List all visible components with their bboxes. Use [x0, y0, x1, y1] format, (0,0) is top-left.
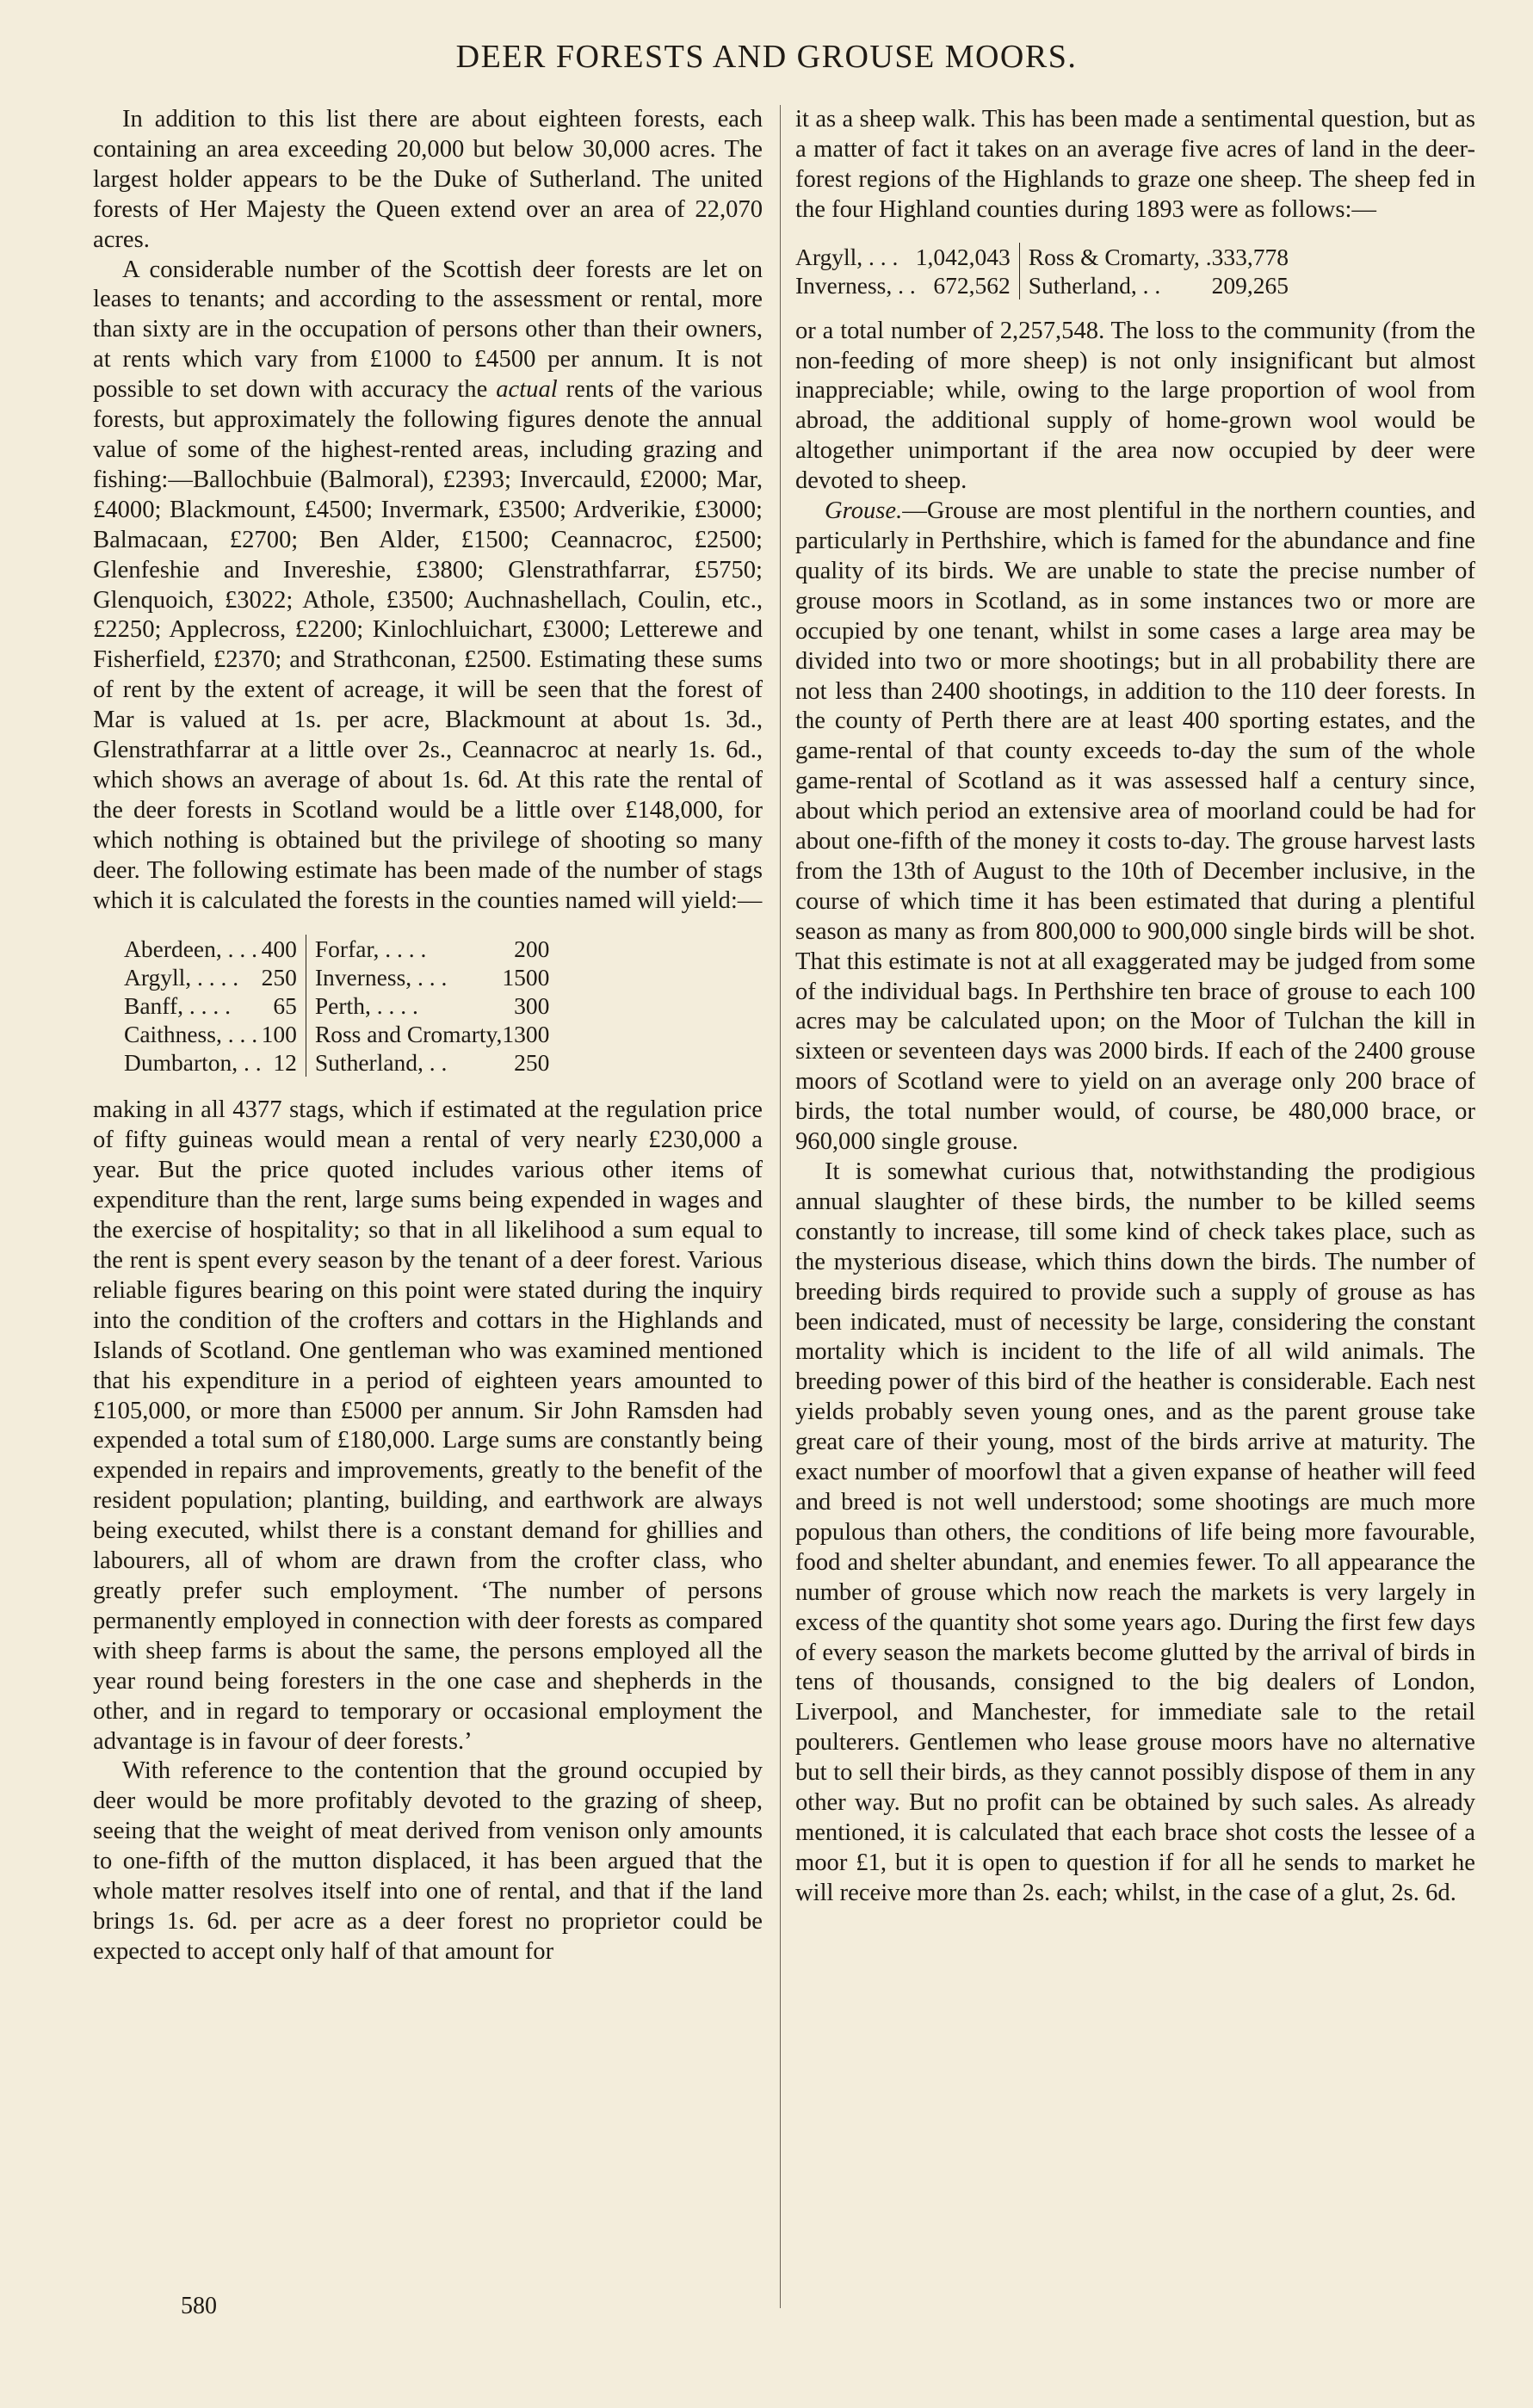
stags-table — [124, 935, 558, 1077]
county-name: Dumbarton, . . — [124, 1049, 262, 1077]
text-run: —Grouse are most plentiful in the northern counties, and particularly in Perthshire, which is famed for the abundance and fine quality of its birds. We are unable to state the precise number of grouse moors in Scotland, as in some instances two or more are occupied by one tenant, whilst in some cases a large area may be divided into two or more shootings; but in all probability there are not less than 2400 shootings, in addition to the 110 deer forests. In the county of Perth there are at least 400 sporting estates, and the game-rental of that county exceeds to-day the sum of the whole game-rental of Scotland as it was assessed half a century since, about which period an extensive area of moorland could be had for about one-fifth of the money it costs to-day. The grouse harvest lasts from the 13th of August to the 10th of December inclusive, in the course of which time it has been estimated that during a plentiful season as many as from 800,000 to 900,000 single birds will be shot. That this estimate is not at all exaggerated may be judged from some of the individual bags. In Perthshire ten brace of grouse to each 100 acres may be calculated upon; on the Moor of Tulchan the kill in sixteen or seventeen days was 2000 birds. If each of the 2400 grouse moors of Scotland were to yield on an average only 200 brace of birds, the total number would, of course, be 480,000 brace, or 960,000 single grouse. — [795, 497, 1475, 1156]
table-row — [795, 243, 1297, 271]
county-name: Inverness, . . — [795, 271, 916, 299]
stag-count: 300 — [514, 992, 550, 1020]
stag-count: 65 — [273, 992, 297, 1020]
county-name: Sutherland, . . — [1019, 271, 1211, 299]
county-name: Ross & Cromarty, . — [1019, 243, 1211, 271]
section-heading: Grouse. — [825, 497, 903, 525]
paragraph: it as a sheep walk. This has been made a sentimental question, but as a matter of fact it takes on an average five acres of land in the deer-forest regions of the Highlands to graze one sheep. The sheep fed in the four Highland counties during 1893 were as follows:— — [795, 106, 1475, 223]
table-row — [124, 1048, 558, 1077]
page-number: 580 — [181, 2293, 217, 2319]
county-name: Argyll, . . . . — [124, 964, 239, 991]
table-row — [124, 991, 558, 1020]
stag-count: 12 — [273, 1049, 297, 1077]
table-row — [124, 1020, 558, 1048]
text-run: rents of the various forests, but approximately the following figures denote the annual value of some of the highest-rented areas, including grazing and fishing:—Ballochbuie (Balmoral), £2393; Invercauld, £2000; Mar, £4000; Blackmount, £4500; Invermark, £3500; Ardverikie, £3000; Balmacaan, £2700; Ben Alder, £1500; Ceannacroc, £2500; Glenfeshie and Invereshie, £3800; Glenstrathfarrar, £5750; Glenquoich, £3022; Athole, £3500; Auchnashellach, Coulin, etc., £2250; Applecross, £2200; Kinlochluichart, £3000; Letterewe and Fisherfield, £2370; and Strathconan, £2500. Estimating these sums of rent by the extent of acreage, it will be seen that the forest of Mar is valued at 1s. per acre, Blackmount at about 1s. 3d., Glenstrathfarrar at a little over 2s., Ceannacroc at nearly 1s. 6d., which shows an average of about 1s. 6d. At this rate the rental of the deer forests in Scotland would be a little over £148,000, for which nothing is obtained but the privilege of shooting so many deer. The following estimate has been made of the number of stags which it is calculated the forests in the counties named will yield:— — [93, 376, 763, 914]
paragraph — [795, 497, 1475, 1158]
table-row — [795, 271, 1297, 299]
sheep-table — [795, 243, 1297, 299]
county-name: Aberdeen, . . . — [124, 935, 258, 963]
sheep-count: 333,778 — [1211, 243, 1289, 270]
left-column — [93, 105, 763, 1967]
sheep-count: 209,265 — [1211, 271, 1289, 299]
stag-count: 200 — [514, 935, 550, 963]
stag-count: 1300 — [502, 1021, 550, 1048]
italic-text: actual — [496, 376, 558, 404]
paragraph: or a total number of 2,257,548. The loss to the community (from the non-feeding of more sheep) is not only insignificant but almost inappreciable; while, owing to the large proportion of wool from abroad, the additional supply of home-grown wool would be altogether unimportant if the area now occupied by deer were devoted to sheep. — [795, 317, 1475, 495]
text-run: A considerable number of the Scottish deer forests are let on leases to tenants; and according to the assessment or rental, more than sixty are in the occupation of persons other than their owners, at rents which vary from £1000 to £4500 per annum. It is not possible to set down with accuracy the — [93, 256, 763, 404]
paragraph — [93, 256, 763, 917]
stag-count: 250 — [514, 1049, 550, 1077]
county-name: Perth, . . . . — [306, 991, 502, 1020]
table-row — [124, 963, 558, 991]
paragraph: With reference to the contention that the ground occupied by deer would be more profitably devoted to the grazing of sheep, seeing that the weight of meat derived from venison only amounts to one-fifth of the mutton displaced, it has been argued that the whole matter resolves itself into one of rental, and that if the land brings 1s. 6d. per acre as a deer forest no proprietor could be expected to accept only half of that amount for — [93, 1757, 763, 1965]
county-name: Inverness, . . . — [306, 963, 502, 991]
page-header: DEER FORESTS AND GROUSE MOORS. — [455, 39, 1078, 75]
stag-count: 250 — [261, 964, 297, 991]
county-name: Sutherland, . . — [306, 1048, 502, 1077]
right-column — [795, 105, 1475, 1909]
paragraph: In addition to this list there are about eighteen forests, each containing an area exceeding 20,000 but below 30,000 acres. The largest holder appears to be the Duke of Sutherland. The united forests of Her Majesty the Queen extend over an area of 22,070 acres. — [93, 106, 763, 253]
column-divider — [780, 105, 781, 2308]
county-name: Argyll, . . . — [795, 243, 899, 270]
paragraph: It is somewhat curious that, notwithstanding the prodigious annual slaughter of these birds, the number to be killed seems constantly to increase, till some kind of check takes place, such as the mysterious disease, which thins down the birds. The number of breeding birds required to provide such a supply of grouse as has been indicated, must of necessity be large, considering the constant mortality which is incident to the life of all wild animals. The breeding power of this bird of the heather is considerable. Each nest yields probably seven young ones, and as the parent grouse take great care of their young, most of the birds arrive at maturity. The exact number of moorfowl that a given expanse of heather will feed and breed is not well understood; some shootings are much more populous than others, the conditions of life being more favourable, food and shelter abundant, and enemies fewer. To all appearance the number of grouse which now reach the markets is very largely in excess of the quantity shot some years ago. During the first few days of every season the markets become glutted by the arrival of birds in tens of thousands, consigned to the big dealers of London, Liverpool, and Manchester, for immediate sale to the retail poulterers. Gentlemen who lease grouse moors have no alternative but to sell their birds, as they cannot possibly dispose of them in any other way. But no profit can be obtained by such sales. As already mentioned, it is calculated that each brace shot costs the lessee of a moor £1, but it is open to question if for all he sends to market he will receive more than 2s. each; whilst, in the case of a glut, 2s. 6d. — [795, 1158, 1475, 1906]
sheep-count: 1,042,043 — [915, 243, 1011, 270]
stag-count: 400 — [261, 935, 297, 963]
stag-count: 1500 — [502, 964, 550, 991]
stag-count: 100 — [261, 1021, 297, 1048]
sheep-count: 672,562 — [933, 271, 1011, 299]
county-name: Ross and Cromarty, — [306, 1020, 502, 1048]
paragraph: making in all 4377 stags, which if estimated at the regulation price of fifty guineas would mean a rental of very nearly £230,000 a year. But the price quoted includes various other items of expenditure than the rent, large sums being expended in wages and the exercise of hospitality; so that in all likelihood a sum equal to the rent is spent every season by the tenant of a deer forest. Various reliable figures bearing on this point were stated during the inquiry into the condition of the crofters and cottars in the Highlands and Islands of Scotland. One gentleman who was examined mentioned that his expenditure in a period of eighteen years amounted to £105,000, or more than £5000 per annum. Sir John Ramsden had expended a total sum of £180,000. Large sums are constantly being expended in repairs and improvements, greatly to the benefit of the resident population; planting, building, and earthwork are always being executed, whilst there is a constant demand for ghillies and labourers, all of whom are drawn from the crofter class, who greatly prefer such employment. ‘The number of persons permanently employed in connection with deer forests as compared with sheep farms is about the same, the persons employed all the year round being foresters in the one case and shepherds in the other, and in regard to temporary or occasional employment the advantage is in favour of deer forests.’ — [93, 1096, 763, 1755]
county-name: Banff, . . . . — [124, 992, 231, 1020]
county-name: Forfar, . . . . — [306, 935, 502, 963]
county-name: Caithness, . . . — [124, 1021, 258, 1048]
table-row — [124, 935, 558, 963]
